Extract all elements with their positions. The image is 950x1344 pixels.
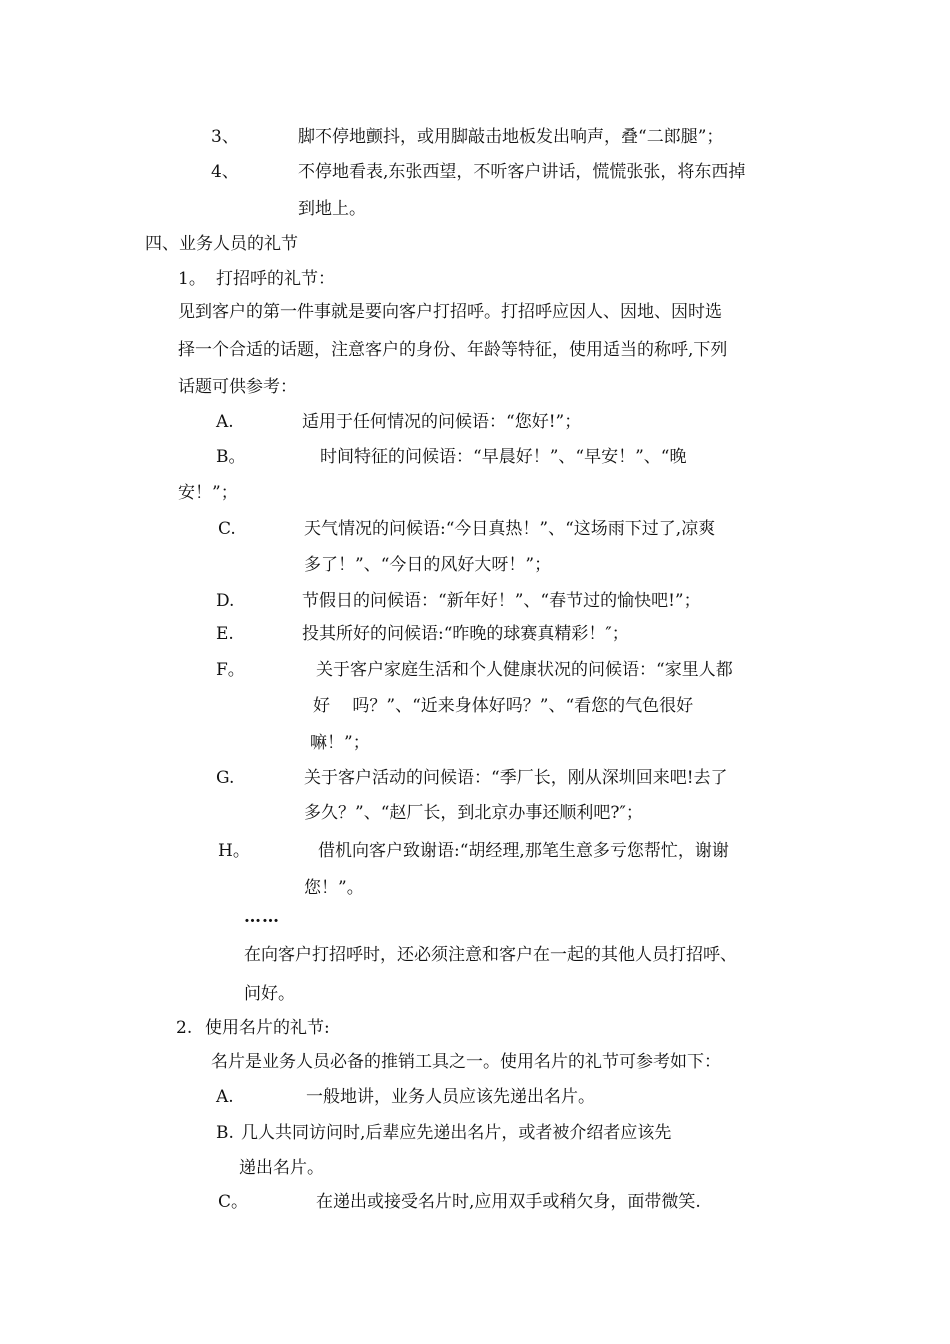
list-item-text: 递出名片。 [239,1158,324,1178]
list-item-letter: C。 [218,1192,249,1212]
paragraph-line: 择一个合适的话题，注意客户的身份、年龄等特征，使用适当的称呼,下列 [178,340,728,360]
list-item-text: 时间特征的问候语：“早晨好！”、“早安！”、“晚 [320,447,687,467]
subsection-number: 1。 [178,269,206,289]
list-item-text: 嘛！”； [310,733,370,753]
list-item-text: 不停地看表,东张西望，不听客户讲话，慌慌张张，将东西掉 [298,162,746,182]
list-item-text: 天气情况的问候语:“今日真热！”、“这场雨下过了,凉爽 [304,519,716,539]
list-item-letter: C. [218,519,236,539]
list-item-letter: E. [216,624,234,644]
list-item-text: 好 吗？”、“近来身体好吗？”、“看您的气色很好 [313,696,694,716]
list-item-text: 几人共同访问时,后辈应先递出名片，或者被介绍者应该先 [241,1123,672,1143]
subsection-title: 打招呼的礼节： [216,269,335,289]
paragraph-line: 名片是业务人员必备的推销工具之一。使用名片的礼节可参考如下： [211,1052,721,1072]
list-item-letter: G. [216,768,235,788]
list-item-letter: F。 [216,660,245,680]
list-item-text: 一般地讲，业务人员应该先递出名片。 [306,1087,595,1107]
list-item-letter: A. [216,412,234,432]
list-item-text: 在递出或接受名片时,应用双手或稍欠身，面带微笑. [316,1192,701,1212]
list-item-text: 关于客户活动的问候语：“季厂长，刚从深圳回来吧!去了 [304,768,728,788]
list-item-letter: B。 [216,447,246,467]
list-item-text: 脚不停地颤抖，或用脚敲击地板发出响声，叠“二郎腿”； [298,127,724,147]
section-heading: 四、业务人员的礼节 [145,234,298,254]
list-item-text: 您！”。 [304,878,364,898]
list-item-text: 投其所好的问候语:“昨晚的球赛真精彩！″； [302,624,629,644]
list-item-letter: H。 [218,841,250,861]
paragraph-line: 话题可供参考： [178,377,297,397]
list-item-text: 节假日的问候语：“新年好！”、“春节过的愉快吧!”； [302,591,701,611]
paragraph-line: 在向客户打招呼时，还必须注意和客户在一起的其他人员打招呼、 [244,945,737,965]
list-item-letter: A. [216,1087,234,1107]
list-item-number: 3、 [211,127,239,147]
list-item-text: 安！”； [178,483,238,503]
list-item-letter: B. [216,1123,234,1143]
list-item-text: 到地上。 [298,199,366,219]
subsection-number: 2. [176,1018,193,1038]
ellipsis: …… [244,907,280,927]
list-item-text: 借机向客户致谢语:“胡经理,那笔生意多亏您帮忙，谢谢 [318,841,729,861]
list-item-number: 4、 [211,162,239,182]
list-item-letter: D. [216,591,235,611]
list-item-text: 多了！”、“今日的风好大呀！”； [304,555,552,575]
list-item-text: 适用于任何情况的问候语：“您好!”； [302,412,582,432]
paragraph-line: 问好。 [244,984,295,1004]
list-item-text: 关于客户家庭生活和个人健康状况的问候语：“家里人都 [316,660,733,680]
list-item-text: 多久？”、“赵厂长，到北京办事还顺利吧?″； [304,803,643,823]
subsection-title: 使用名片的礼节: [205,1018,330,1038]
paragraph-line: 见到客户的第一件事就是要向客户打招呼。打招呼应因人、因地、因时选 [178,302,722,322]
